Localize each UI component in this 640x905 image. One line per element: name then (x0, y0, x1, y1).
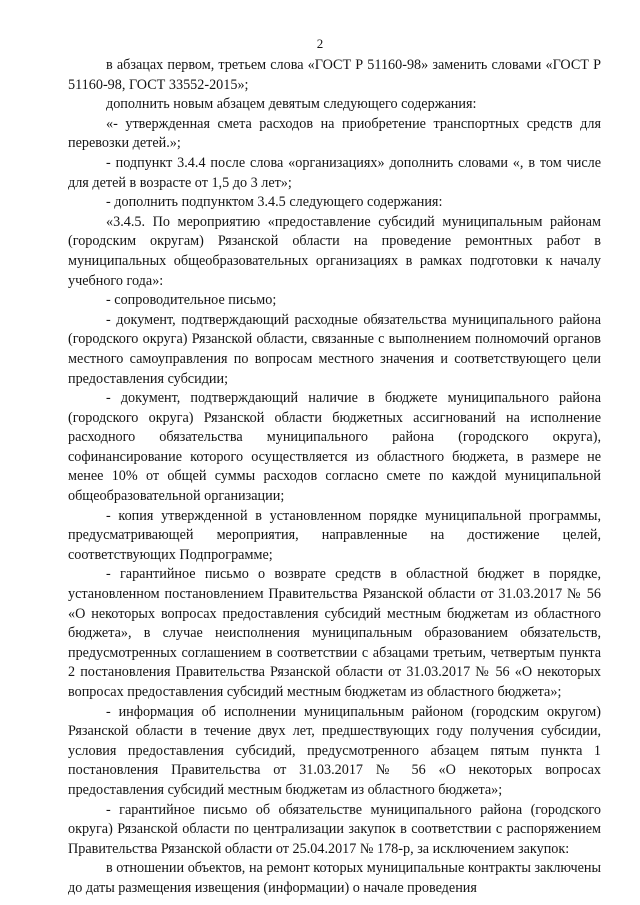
paragraph-add-ninth-indent: дополнить новым абзацем девятым следующего содержания: (106, 96, 477, 113)
paragraph-subpoint-3-4-4: - подпункт 3.4.4 после слова «организациях» дополнить словами «, в том числе для детей в возрасте от 1,5 до 3 лет»; (68, 154, 601, 191)
list-item-procurement-guarantee: - гарантийное письмо об обязательстве муниципального района (городского округа) Рязанской области по централизации закупок в соответствии с распоряжением Правительства Рязанской области от 25.04.2017 № 178-р, за исключением закупок: (68, 801, 601, 857)
list-item-compliance-info: - информация об исполнении муниципальным районом (городским округом) Рязанской области в течение двух лет, предшествующих году получения субсидии, условия предоставления субсидий, предусмотренного абзацем пятым пункта 1 постановления Правительства от 31.03.2017 № 56 «О некоторых вопросах предоставления субсидий местным бюджетам из областного бюджета»; (68, 703, 601, 798)
paragraph-3-4-5-heading: «3.4.5. По мероприятию «предоставление субсидий муниципальным районам (городским округам) Рязанской области на проведение ремонтных работ в муниципальных общеобразовательных организациях в рамках подготовки к началу учебного года»: (68, 213, 601, 289)
list-item-program-copy: - копия утвержденной в установленном порядке муниципальной программы, предусматривающей мероприятия, направленные на достижение целей, соответствующих Подпрограмме; (68, 507, 601, 563)
list-item-expenditure-obligations: - документ, подтверждающий расходные обязательства муниципального района (городского округа) Рязанской области, связанные с выполнением полномочий органов местного самоуправления по вопросам местного значения и соответствующего цели предоставления субсидии; (68, 311, 601, 387)
list-item-budget-allocations: - документ, подтверждающий наличие в бюджете муниципального района (городского округа) Рязанской области бюджетных ассигнований на исполнение расходного обязательства муниципального района (городского округа), софинансирование которого осуществляется из областного бюджета, в размере не менее 10% от общей суммы расходов согласно смете по каждой муниципальной общеобразовательной организации; (68, 390, 601, 505)
paragraph-objects-exception: в отношении объектов, на ремонт которых муниципальные контракты заключены до даты размещения извещения (информации) о начале проведения (68, 860, 601, 896)
paragraph-add-subpoint-3-4-5: - дополнить подпунктом 3.4.5 следующего содержания: (106, 194, 443, 211)
document-body (68, 56, 601, 899)
paragraph-transport-estimate: «- утвержденная смета расходов на приобретение транспортных средств для перевозки детей.»; (68, 115, 601, 152)
list-item-refund-guarantee: - гарантийное письмо о возврате средств в областной бюджет в порядке, установленном постановлением Правительства Рязанской области от 31.03.2017 № 56 «О некоторых вопросах предоставления субсидий местным бюджетам из областного бюджета», в случае неисполнения муниципальным образованием обязательств, предусмотренных соглашением в соответствии с абзацами третьим, четвертым пункта 2 постановления Правительства Рязанской области от 31.03.2017 № 56 «О некоторых вопросах предоставления субсидий местным бюджетам из областного бюджета»; (68, 566, 601, 700)
page-number: 2 (316, 36, 324, 51)
paragraph-gost-replacement: в абзацах первом, третьем слова «ГОСТ Р 51160-98» заменить словами «ГОСТ Р 51160-98, ГОСТ 33552-2015»; (68, 57, 601, 93)
list-item-cover-letter: - сопроводительное письмо; (106, 292, 277, 309)
